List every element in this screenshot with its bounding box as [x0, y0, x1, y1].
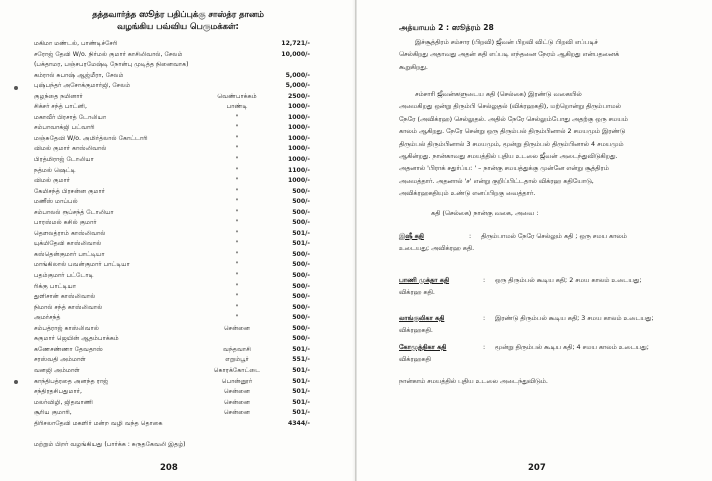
donor-row — [34, 176, 310, 187]
paragraph-intro — [399, 36, 681, 73]
donor-amount: 1000/- — [287, 177, 310, 185]
donor-row — [34, 324, 310, 335]
donor-row — [34, 355, 310, 366]
donor-amount: 4344/- — [287, 419, 310, 427]
donor-place: " — [235, 303, 239, 311]
donor-place: " — [235, 229, 239, 237]
left-page-title: தத்தவார்த்த ஸூத்ர பதிப்புக்கு சாஸ்த்ர தானம் — [92, 9, 264, 19]
donor-amount: 1000/- — [287, 103, 310, 111]
donor-row — [34, 166, 310, 177]
donor-place: " — [235, 219, 239, 227]
kind-description: மூன்று திரும்பல் கூடிய கதி; 4 சமய காலம் உடையது; — [495, 343, 649, 351]
donor-place: " — [235, 187, 239, 195]
kind-separator: : — [483, 343, 486, 351]
donor-name: நிமால் சந்த் காஸ்லிவால் — [34, 303, 103, 311]
paragraph-line: நேரே (அவிக்ரஹ) செல்லுதல். அதில் நேரே செல்லும்போது அதற்கு ஒரு சமயம் — [399, 114, 628, 123]
donor-name: சுகுமார் ஜெயின் ஆதம்பாக்கம் — [34, 335, 119, 343]
donor-name: கணேசண்ணா தேவதாஸ் — [34, 345, 103, 353]
kind-separator: : — [483, 276, 486, 284]
donor-row — [34, 260, 310, 271]
donor-row — [34, 187, 310, 198]
donor-row — [34, 102, 310, 113]
donor-row — [34, 303, 310, 314]
paragraph-explanation — [399, 88, 681, 200]
donor-amount: 1000/- — [287, 134, 310, 142]
right-page — [357, 0, 712, 481]
donor-amount: 501/- — [292, 229, 310, 237]
donor-name: விமல் குமார் — [34, 177, 71, 185]
donor-row — [34, 250, 310, 261]
paragraph-line: அமைத்தார். அதனால் 'ச' என்று குறிப்பிட்டதால் விக்ரஹ கதியோடு, — [399, 176, 594, 185]
donor-name: சிக்சர் சந்த் பாட்னி, — [34, 103, 87, 111]
donor-amount: 500/- — [292, 335, 310, 343]
kind-term: இஷீ கதி — [399, 232, 424, 240]
binding-hole-mark — [14, 86, 18, 90]
chapter-header: அத்யாயம் 2 : ஸூத்ரம் 28 — [399, 23, 494, 32]
donor-row — [34, 387, 310, 398]
donor-amount: 500/- — [292, 303, 310, 311]
donor-list-footer: மற்றும் பிறர் வழங்கியது (பார்க்க : சுருதகேவலி இதழ்) — [34, 441, 186, 448]
donor-row — [34, 398, 310, 409]
donor-name: கம்ரால் சுபாஷ் ஆஜ்மீரா, சேலம் — [34, 71, 124, 79]
donor-amount: 12,721/- — [281, 40, 310, 47]
donor-row — [34, 419, 310, 430]
donor-place: வந்தவாசி — [223, 345, 251, 353]
donor-place: எறும்பூர் — [225, 356, 249, 364]
donor-row — [34, 134, 310, 145]
donor-amount: 500/- — [292, 198, 310, 206]
donor-place: " — [235, 293, 239, 301]
donor-amount: 501/- — [292, 345, 310, 353]
paragraph-line: அவிக்ரஹகதியும் உண்டு எனப்பிறகு வைத்தார். — [399, 189, 536, 198]
donor-place: " — [235, 156, 239, 164]
donor-name: கஸ்தென்குமார் பாட்டியா — [34, 250, 105, 258]
donor-name: தௌலத்ராம் காஸ்லிவால் — [34, 229, 106, 237]
donor-amount: 500/- — [292, 250, 310, 258]
donor-name: (பக்தாமர, பஞ்சபரமேஷ்டி நோன்பு முடித்த நினைவாக) — [34, 61, 189, 69]
donor-name: சரோஜ் தேவி W/o. நிர்மல் குமார் காசிலிவால், சேலம் — [34, 50, 183, 58]
donor-name: பாரஸ்மல் கசில் குமார் — [34, 219, 97, 227]
kinds-intro: கதி (செல்கை) நான்கு வகை, அவை : — [431, 209, 539, 217]
donor-list — [34, 39, 310, 429]
donor-row — [34, 81, 310, 92]
donor-amount: 500/- — [292, 324, 310, 332]
donor-row — [34, 282, 310, 293]
donor-name: திரிசலாதேவி மகளிர் மன்ற வழி வந்த தொகை — [34, 419, 163, 427]
donor-amount: 5,000/- — [285, 71, 310, 79]
donor-amount: 500/- — [292, 261, 310, 269]
donor-row — [34, 334, 310, 345]
donor-place: சென்னை — [223, 398, 251, 406]
donor-name: மஞ்சுதேவி W/o. அமிர்த்லால் கோட்டாரி — [34, 134, 148, 142]
donor-place: சென்னை — [223, 388, 251, 396]
donor-row — [34, 271, 310, 282]
donor-amount: 500/- — [292, 219, 310, 227]
donor-row — [34, 218, 310, 229]
donor-place: சென்னை — [223, 324, 251, 332]
donor-name: ரிக்கு பாட்டியா — [34, 282, 77, 290]
donor-amount: 1000/- — [287, 145, 310, 153]
donor-amount: 501/- — [292, 409, 310, 417]
kind-description: திரும்பாமல் நேரே செல்லும் கதி ; ஒரு சமய காலம் — [481, 232, 627, 240]
donor-name: மகாவீர் பிரசாத் டோலியா — [34, 113, 107, 121]
right-page-number: 207 — [528, 463, 546, 473]
donor-row — [34, 197, 310, 208]
donor-place: " — [235, 166, 239, 174]
donor-name: பிரத்மிராஜ் டோலியா — [34, 156, 94, 164]
donor-row — [34, 71, 310, 82]
donor-row — [34, 377, 310, 388]
donor-amount: 500/- — [292, 314, 310, 322]
kind-separator: : — [469, 232, 472, 240]
donor-name: பதம்குமார் பட்டோடி — [34, 272, 94, 280]
donor-place: " — [235, 314, 239, 322]
donor-row — [34, 208, 310, 219]
donor-name: புஷ்பந்தர் அசோக்குமார்ஜி, சேலம் — [34, 82, 131, 90]
donor-place: கொரக்கோட்டை — [213, 366, 261, 374]
paragraph-line: அமைகிறது ஒன்று திரும்பி செல்லுதல் (விக்ரஹகதி), மற்றொன்று திரும்பாமல் — [399, 102, 621, 111]
donor-place: " — [235, 177, 239, 185]
kind-separator: : — [483, 314, 486, 322]
donor-amount: 500/- — [292, 208, 310, 216]
donor-amount: 501/- — [292, 377, 310, 385]
donor-place: " — [235, 113, 239, 121]
donor-amount: 500/- — [292, 293, 310, 301]
donor-row — [34, 39, 310, 50]
donor-name: சம்பத்ராஜ் காஸ்லிவால் — [34, 324, 100, 332]
kind-description-cont: விக்ரஹ கதி. — [399, 287, 435, 296]
paragraph-line: இச்சூத்திரம் சம்சார (பிறவி) ஜீவன் பிறவி விட்டு பிறவி எப்படிச் — [415, 38, 598, 46]
donor-name: மகிமா மண்டல், பாண்டிச்சேரி — [34, 40, 118, 47]
donor-place: " — [235, 198, 239, 206]
donor-name: வனஜி அம்மாள் — [34, 366, 80, 374]
donor-name: மணீஸ் மாப்பல் — [34, 198, 78, 206]
donor-place: " — [235, 261, 239, 269]
donor-name: சந்திரதசிபதுமார், — [34, 388, 82, 396]
donor-name: சம்பாலல் ரூப்சந்த் டோலியா — [34, 208, 114, 216]
donor-place: " — [235, 282, 239, 290]
donor-name: சூரிய குமாரி, — [34, 409, 72, 417]
donor-place: " — [235, 250, 239, 258]
donor-row — [34, 123, 310, 134]
kind-term: கோமூத்திகா கதி — [399, 343, 447, 351]
donor-place: " — [235, 145, 239, 153]
kind-description: ஒரு திரும்பல் கூடிய கதி; 2 சமய காலம் உடையது; — [495, 276, 642, 284]
binding-hole-mark — [14, 380, 18, 384]
closing-line: நான்காம் சமயத்தில் புதிய உடலை அடைந்துவிடும். — [399, 377, 548, 385]
donor-amount: 551/- — [292, 356, 310, 364]
donor-amount: 501/- — [292, 240, 310, 248]
kind-description-cont: விக்ரஹகதி. — [399, 325, 433, 334]
donor-row — [34, 292, 310, 303]
kind-description: இரண்டு திரும்பல் கூடிய கதி; 3 சமய காலம் உடையது; — [495, 314, 654, 322]
donor-place: " — [235, 240, 239, 248]
donor-name: காந்திபத்ரதை அனந்த ராஜ் — [34, 377, 109, 385]
kind-description-cont: விக்ரஹகதி — [399, 354, 431, 363]
donor-amount: 1000/- — [287, 124, 310, 132]
donor-name: சம்பாவாக்ஜி பட்வாரி — [34, 124, 95, 132]
donor-name: கேமிசந்த் பிரசன்ன குமார் — [34, 187, 105, 195]
donor-amount: 500/- — [292, 272, 310, 280]
donor-place: " — [235, 208, 239, 216]
donor-row — [34, 239, 310, 250]
donor-amount: 500/- — [292, 187, 310, 195]
donor-place: வெண்பாக்கம் — [217, 92, 257, 100]
donor-amount: 501/- — [292, 398, 310, 406]
left-page-number: 208 — [160, 463, 178, 473]
donor-name: துளிசான் காஸ்லிவால் — [34, 293, 96, 301]
paragraph-line: காலம் ஆகிறது. நேரே சென்று ஒரு திரும்பல் திரும்பினால் 2 சமயமும் இரண்டு — [399, 127, 626, 136]
donor-row — [34, 345, 310, 356]
donor-amount: 5,000/- — [285, 82, 310, 90]
donor-amount: 2500/- — [287, 92, 310, 100]
donor-amount: 501/- — [292, 366, 310, 374]
paragraph-line: கூறுகிறது. — [399, 62, 428, 71]
paragraph-line: ஆகின்றது. நான்காவது சமயத்தில் புதிய உடலை ஜீவன் அடைந்துவிடுகிறது. — [399, 152, 618, 161]
donor-name: யுக்மிதேவி காஸ்லிவால் — [34, 240, 102, 248]
donor-place: " — [235, 124, 239, 132]
donor-name: விமல் குமார் காஸ்லிவால் — [34, 145, 107, 153]
donor-row — [34, 366, 310, 377]
donor-place: பொன்னூர் — [221, 377, 253, 385]
donor-row — [34, 313, 310, 324]
kind-description-cont: உடையது; அவிக்ரஹ கதி. — [399, 243, 475, 252]
donor-row — [34, 408, 310, 419]
donor-amount: 10,000/- — [281, 50, 310, 58]
donor-name: அமர்சந்த் — [34, 314, 61, 322]
donor-place: " — [235, 272, 239, 280]
donor-amount: 1100/- — [287, 166, 310, 174]
donor-name: மாங்கிலால் பவன்குமார் பாட்டியா — [34, 261, 130, 269]
donor-name: சரஸ்வதி அம்மாள் — [34, 356, 86, 364]
paragraph-line: திரும்பல் திரும்பினால் 3 சமயமும், மூன்று திரும்பல் திரும்பினால் 4 சமயமும் — [399, 139, 624, 148]
donor-amount: 500/- — [292, 282, 310, 290]
donor-name: குழந்தை நமினார் — [34, 92, 83, 100]
donor-amount: 501/- — [292, 388, 310, 396]
donor-row — [34, 155, 310, 166]
paragraph-line: செல்கிறது அதாவது அதன் கதி எப்படி எந்தனை நேரம் ஆகிறது என்பதனைக் — [399, 50, 620, 59]
donor-row — [34, 60, 310, 71]
donor-row — [34, 50, 310, 61]
paragraph-line: அதனால் 'பிராக் சதுர்ப்ய: ' – நான்கு சமயத்துக்கு முன்னே என்று சூத்திரம் — [399, 164, 609, 173]
donor-amount: 1000/- — [287, 156, 310, 164]
donor-amount: 1000/- — [287, 113, 310, 121]
kind-term: பாணி முக்தா கதி — [399, 276, 450, 284]
donor-row — [34, 113, 310, 124]
donor-name: மலர்விழி, ஜிதவாணி — [34, 398, 94, 406]
donor-row — [34, 92, 310, 103]
donor-place: சென்னை — [223, 409, 251, 417]
donor-row — [34, 229, 310, 240]
paragraph-line: சம்சாரி ஜீவன்களுடைய கதி (செல்கை) இரண்டு வகையில் — [415, 90, 582, 98]
donor-name: நத்மல் ஷெட்டி — [34, 166, 76, 174]
donor-place: " — [235, 134, 239, 142]
donor-place: பாண்டி — [226, 103, 248, 111]
left-page-subtitle: வழங்கிய பவ்விய பெருமக்கள்: — [117, 21, 239, 31]
donor-row — [34, 144, 310, 155]
kind-term: லாங்குலிகா கதி — [399, 314, 445, 322]
